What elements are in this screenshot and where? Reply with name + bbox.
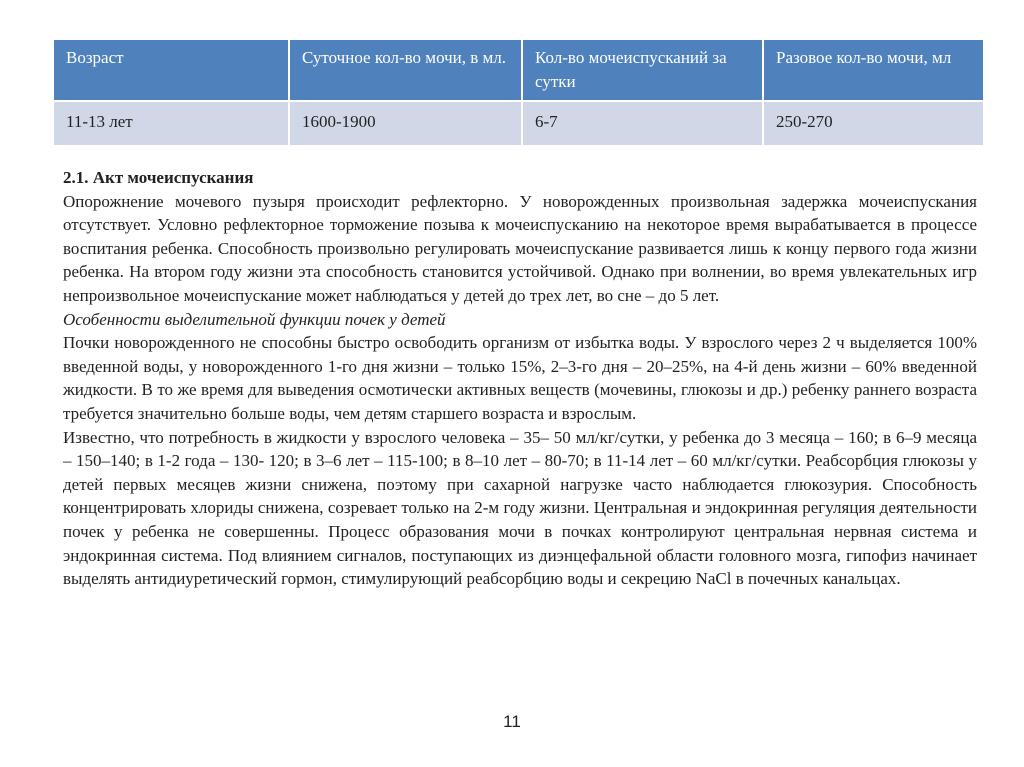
header-daily-volume: Суточное кол-во мочи, в мл.	[289, 39, 522, 101]
paragraph: Опорожнение мочевого пузыря происходит рефлекторно. У новорожденных произвольная задержка мочеиспускания отсутствует. Условно рефлекторное торможение позыва к мочеиспусканию на некоторое время вырабатывается в процессе воспитания ребенка. Способность произвольно регулировать мочеиспускание развивается лишь к концу первого года жизни ребенка. На втором году жизни эта способность становится устойчивой. Однако при волнении, во время увлекательных игр непроизвольное мочеиспускание может наблюдаться у детей до трех лет, во сне – до 5 лет.	[63, 191, 977, 305]
cell-daily-volume: 1600-1900	[289, 101, 522, 146]
table-header-row	[53, 39, 984, 101]
header-urination-count: Кол-во мочеиспусканий за сутки	[522, 39, 763, 101]
cell-age: 11-13 лет	[53, 101, 289, 146]
cell-single-volume: 250-270	[763, 101, 984, 146]
section-heading: 2.1. Акт мочеиспускания	[63, 168, 254, 187]
subheading: Особенности выделительной функции почек у детей	[63, 309, 446, 329]
header-single-volume: Разовое кол-во мочи, мл	[763, 39, 984, 101]
paragraph: Почки новорожденного не способны быстро освободить организм от избытка воды. У взрослого через 2 ч выделяется 100% введенной воды, у новорожденного 1-го дня жизни – только 15%, 2–3-го дня – 20–25%, на 4-й день жизни – 60% введенной жидкости. В то же время для выведения осмотически активных веществ (мочевины, глюкозы и др.) ребенку раннего возраста требуется значительно больше воды, чем детям старшего возраста и взрослым.	[63, 333, 977, 423]
header-age: Возраст	[53, 39, 289, 101]
cell-urination-count: 6-7	[522, 101, 763, 146]
urine-stats-table	[52, 38, 985, 147]
table-row	[53, 101, 984, 146]
page-number: 11	[503, 712, 521, 731]
body-text	[63, 166, 977, 591]
paragraph: Известно, что потребность в жидкости у взрослого человека – 35– 50 мл/кг/сутки, у ребенка до 3 месяца – 160; в 6–9 месяца – 150–140; в 1-2 года – 130- 120; в 3–6 лет – 115-100; в 8–10 лет – 80-70; в 11-14 лет – 60 мл/кг/сутки. Реабсорбция глюкозы у детей первых месяцев жизни снижена, поэтому при сахарной нагрузке часто наблюдается глюкозурия. Способность концентрировать хлориды снижена, созревает только на 2-м году жизни. Центральная и эндокринная регуляция деятельности почек у ребенка не совершенны. Процесс образования мочи в почках контролируют центральная нервная система и эндокринная система. Под влиянием сигналов, поступающих из диэнцефальной области головного мозга, гипофиз начинает выделять антидиуретический гормон, стимулирующий реабсорбцию воды и секрецию NaCl в почечных канальцах.	[63, 427, 977, 589]
